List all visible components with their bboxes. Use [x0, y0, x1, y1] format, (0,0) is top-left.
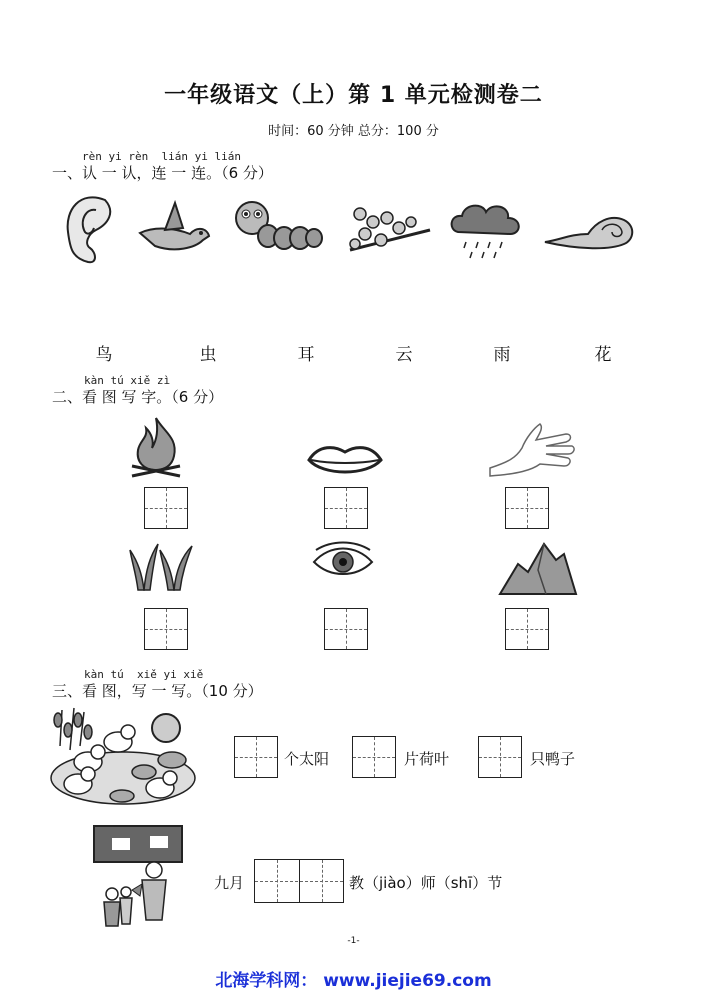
exam-info: 时间：60 分钟 总分：100 分 — [268, 124, 439, 139]
measure-sun: 个太阳 — [284, 750, 330, 768]
write-box-eye[interactable] — [324, 608, 368, 650]
write-box-grass[interactable] — [144, 608, 188, 650]
section3-pinyin: kàn tú xiě yi xiě — [84, 668, 204, 681]
write-box-fire[interactable] — [144, 487, 188, 529]
hand-icon — [488, 418, 578, 476]
write-box-sun-count[interactable] — [234, 736, 278, 778]
rain-cloud-icon — [448, 200, 528, 262]
footer-website[interactable]: 北海学科网： www.jiejie69.com — [215, 971, 492, 991]
section1-pinyin: rèn yi rèn lián yi lián — [82, 150, 241, 163]
section1-heading: 一、认 一 认，连 一 连。（6 分） — [52, 164, 273, 182]
write-box-mountain[interactable] — [505, 608, 549, 650]
section2-pinyin: kàn tú xiě zì — [84, 374, 171, 387]
label-flower: 花 — [594, 345, 612, 365]
grass-icon — [130, 540, 200, 592]
label-ear: 耳 — [297, 345, 315, 365]
teacher-day-illustration — [92, 824, 186, 930]
festival-suffix: 教（jiào）师（shī）节 — [349, 874, 503, 892]
ear-icon — [60, 190, 130, 270]
write-box-duck-count[interactable] — [478, 736, 522, 778]
label-cloud: 云 — [395, 345, 413, 365]
write-box-mouth[interactable] — [324, 487, 368, 529]
label-rain: 雨 — [493, 345, 511, 365]
eye-icon — [312, 542, 374, 582]
section3-heading: 三、看 图，写 一 写。（10 分） — [52, 682, 263, 700]
page-title: 一年级语文（上）第 1 单元检测卷二 — [164, 83, 543, 108]
write-box-lotus-count[interactable] — [352, 736, 396, 778]
write-box-hand[interactable] — [505, 487, 549, 529]
caterpillar-icon — [232, 196, 322, 256]
blossom-branch-icon — [345, 200, 435, 260]
measure-lotus: 片荷叶 — [404, 750, 450, 768]
section2-heading: 二、看 图 写 字。（6 分） — [52, 388, 224, 406]
fire-icon — [128, 414, 184, 478]
page-number: -1- — [347, 936, 360, 946]
mouth-icon — [305, 440, 385, 480]
label-bird: 鸟 — [95, 345, 113, 365]
bird-icon — [135, 198, 215, 258]
mountain-icon — [498, 540, 578, 596]
festival-prefix: 九月 — [214, 874, 245, 892]
swirl-cloud-icon — [540, 204, 640, 256]
label-insect: 虫 — [199, 345, 217, 365]
measure-duck: 只鸭子 — [530, 750, 576, 768]
pond-ducks-illustration — [48, 706, 198, 806]
write-box-festival[interactable] — [254, 859, 344, 903]
